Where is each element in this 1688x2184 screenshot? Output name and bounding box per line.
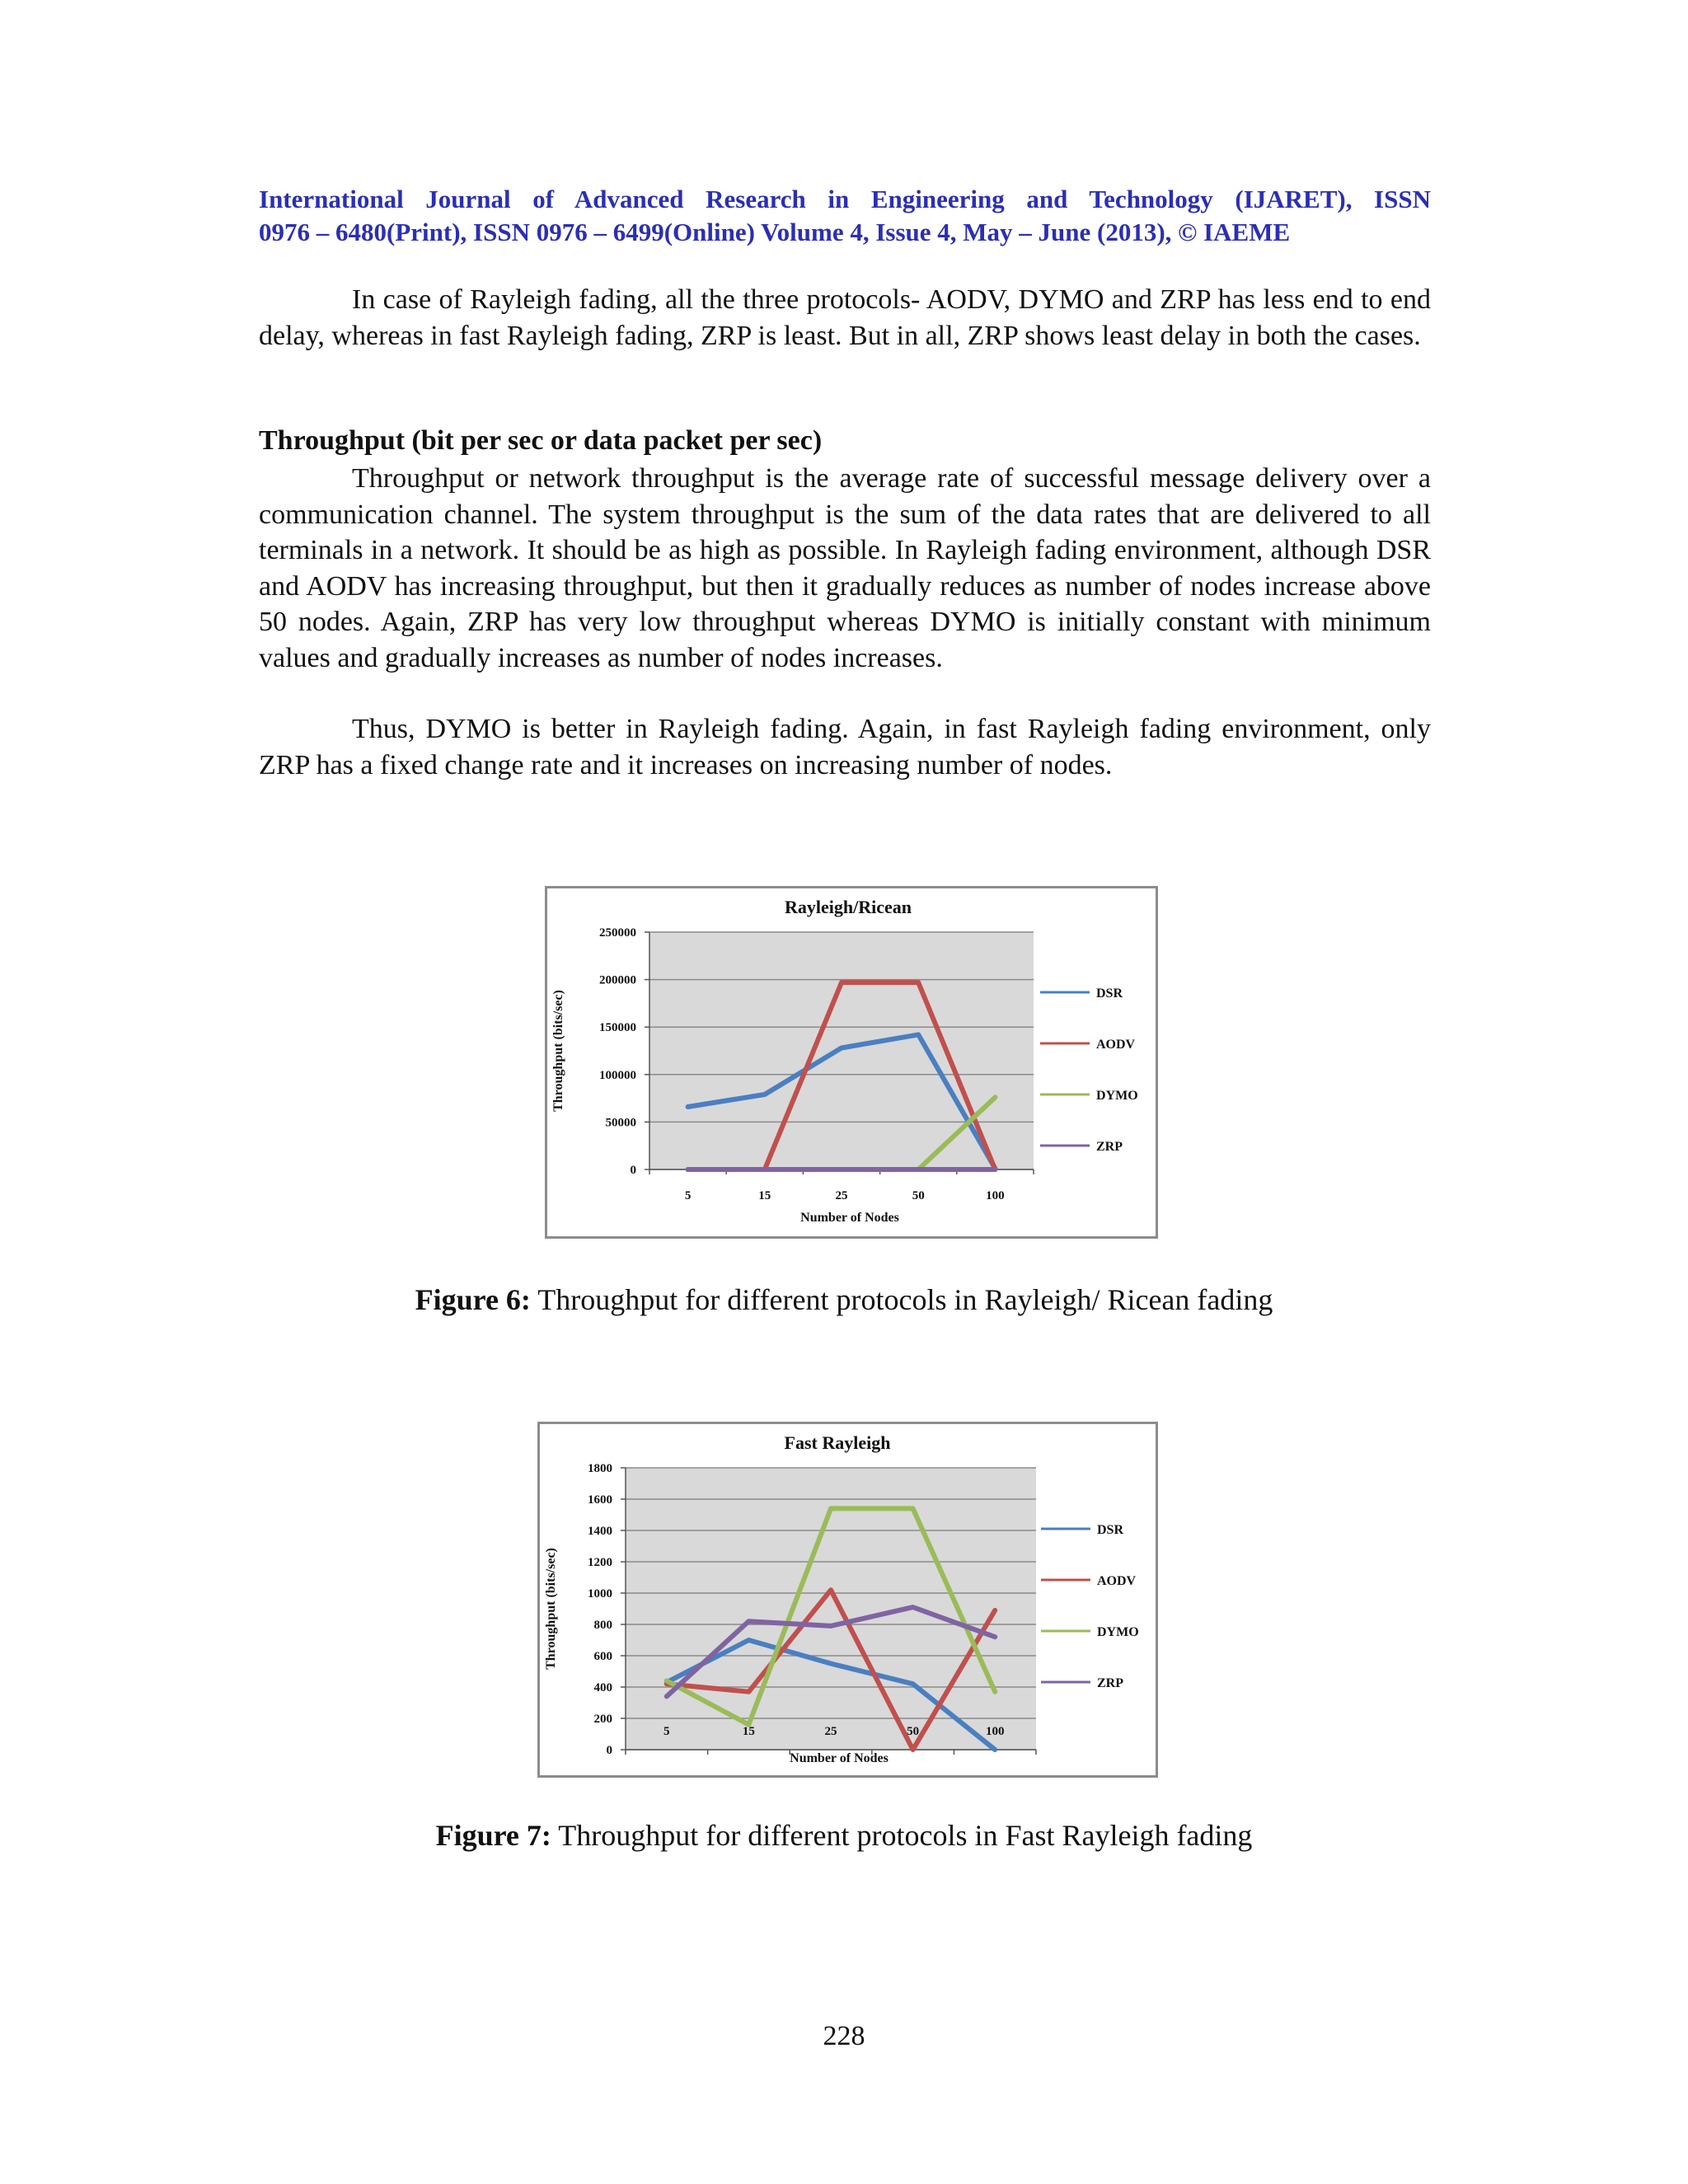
legend-label-dsr: DSR xyxy=(1096,987,1123,1001)
y-tick-label: 0 xyxy=(606,1744,612,1757)
y-tick-label: 1800 xyxy=(588,1462,612,1475)
paragraph-throughput-definition: Throughput or network throughput is the average rate of successful message delivery over a communication channel. The system throughput is the sum of the data rates that are delivered to all terminals in a network. It should be as high as possible. In Rayleigh fading environment, although DSR and AODV has increasing throughput, but then it gradually reduces as number of nodes increase above 50 nodes. Again, ZRP has very low throughput whereas DYMO is initially constant with minimum values and gradually increases as number of nodes increases. xyxy=(259,463,1431,673)
y-tick-label: 200000 xyxy=(599,973,636,987)
x-tick-label: 25 xyxy=(835,1189,848,1202)
y-tick-label: 1600 xyxy=(588,1493,612,1507)
figure-6-label: Figure 6: xyxy=(415,1283,531,1316)
x-tick-label: 100 xyxy=(985,1725,1005,1738)
x-tick-label: 100 xyxy=(986,1189,1005,1202)
y-tick-label: 0 xyxy=(630,1164,636,1177)
x-tick-label: 50 xyxy=(912,1189,925,1202)
journal-header-line2: 0976 – 6480(Print), ISSN 0976 – 6499(Online) Volume 4, Issue 4, May – June (2013), © IAEME xyxy=(259,218,1291,246)
y-tick-label: 600 xyxy=(593,1650,612,1663)
y-tick-label: 200 xyxy=(593,1713,612,1726)
legend-label-zrp: ZRP xyxy=(1096,1140,1123,1154)
y-axis-label: Throughput (bits/sec) xyxy=(544,1548,558,1670)
figure-7-chart xyxy=(537,1422,1158,1778)
fast-rayleigh-chart-svg xyxy=(540,1424,1156,1775)
legend-label-dymo: DYMO xyxy=(1096,1089,1138,1103)
figure-7-caption-text: Throughput for different protocols in Fast Rayleigh fading xyxy=(551,1819,1253,1852)
legend-label-aodv: AODV xyxy=(1096,1038,1136,1052)
figure-6-chart xyxy=(545,886,1158,1239)
legend-label-dymo: DYMO xyxy=(1097,1625,1139,1639)
section-heading-throughput: Throughput (bit per sec or data packet per sec) xyxy=(259,425,823,456)
legend-label-dsr: DSR xyxy=(1097,1523,1124,1537)
y-tick-label: 1400 xyxy=(588,1525,612,1538)
y-tick-label: 250000 xyxy=(599,926,636,940)
y-tick-label: 50000 xyxy=(605,1116,636,1130)
y-tick-label: 800 xyxy=(593,1619,612,1632)
journal-header-line1: International Journal of Advanced Research in Engineering and Technology (IJARET), ISSN xyxy=(259,185,1431,213)
y-tick-label: 1200 xyxy=(588,1556,612,1569)
figure-6-caption-text: Throughput for different protocols in Rayleigh/ Ricean fading xyxy=(530,1283,1273,1316)
x-axis-label: Number of Nodes xyxy=(800,1211,899,1225)
x-tick-label: 25 xyxy=(824,1725,837,1738)
legend-label-aodv: AODV xyxy=(1097,1574,1137,1588)
x-tick-label: 5 xyxy=(684,1189,692,1202)
legend-label-zrp: ZRP xyxy=(1097,1676,1123,1690)
x-tick-label: 15 xyxy=(742,1725,755,1738)
y-tick-label: 150000 xyxy=(599,1021,636,1035)
page-number: 228 xyxy=(823,2021,865,2051)
x-tick-label: 50 xyxy=(907,1725,920,1738)
x-axis-label: Number of Nodes xyxy=(790,1751,889,1765)
chart-title: Rayleigh/Ricean xyxy=(785,897,912,917)
y-axis-label: Throughput (bits/sec) xyxy=(551,990,565,1112)
figure-7-caption xyxy=(0,1818,1688,1853)
rayleigh-ricean-chart-svg xyxy=(547,888,1156,1236)
figure-7-label: Figure 7: xyxy=(435,1819,551,1852)
x-tick-label: 15 xyxy=(758,1189,771,1202)
paragraph-delay-summary: In case of Rayleigh fading, all the three protocols- AODV, DYMO and ZRP has less end to end delay, whereas in fast Rayleigh fading, ZRP is least. But in all, ZRP shows least delay in both the cases. xyxy=(259,284,1431,351)
figure-6-caption xyxy=(0,1282,1688,1317)
x-tick-label: 5 xyxy=(663,1725,670,1738)
y-tick-label: 100000 xyxy=(599,1068,636,1082)
y-tick-label: 1000 xyxy=(588,1587,612,1601)
y-tick-label: 400 xyxy=(593,1681,612,1694)
journal-header xyxy=(259,183,1431,249)
paragraph-throughput-conclusion: Thus, DYMO is better in Rayleigh fading. Again, in fast Rayleigh fading environment, only ZRP has a fixed change rate and it increases on increasing number of nodes. xyxy=(259,714,1431,780)
chart-title: Fast Rayleigh xyxy=(784,1432,891,1453)
